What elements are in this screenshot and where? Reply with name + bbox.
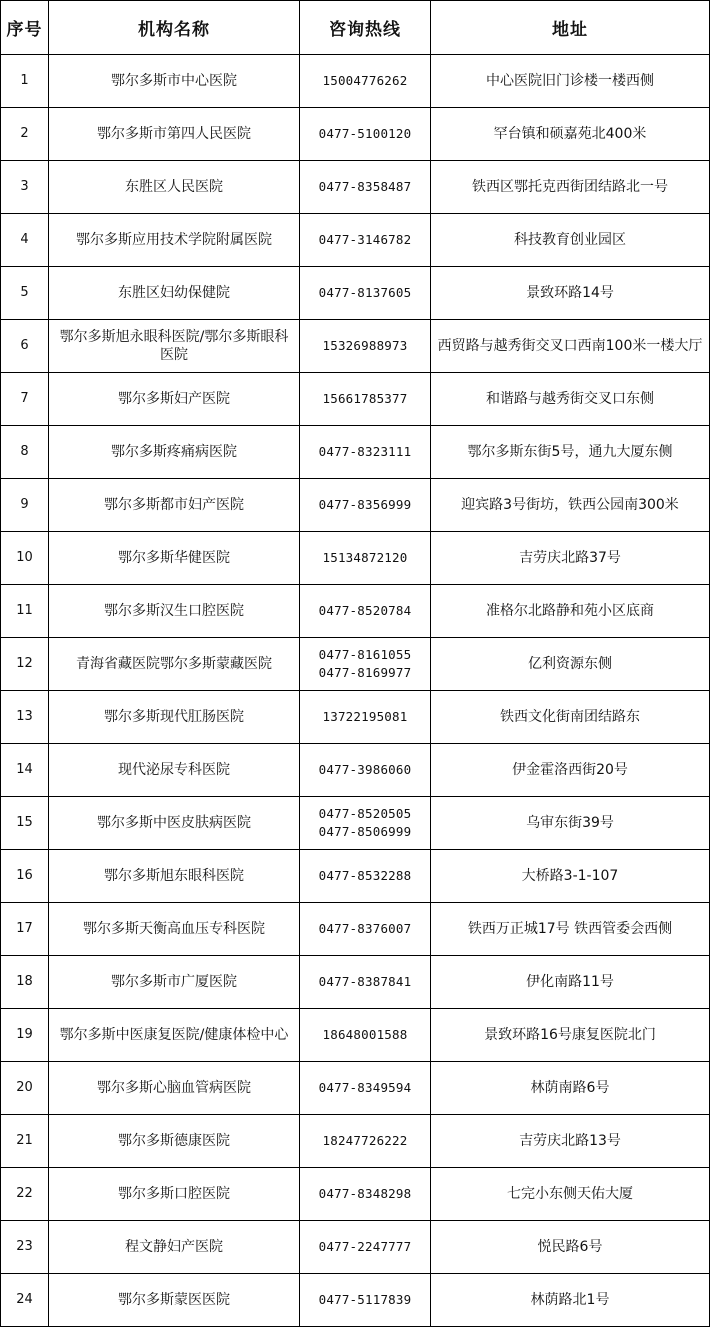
address: 铁西万正城17号 铁西管委会西侧	[431, 903, 710, 956]
institution-name: 鄂尔多斯疼痛病医院	[49, 426, 300, 479]
table-row	[1, 691, 710, 744]
hotline-number: 0477-3986060	[318, 762, 412, 777]
institution-name: 鄂尔多斯华健医院	[49, 532, 300, 585]
institution-name: 鄂尔多斯心脑血管病医院	[49, 1062, 300, 1115]
table-row	[1, 1009, 710, 1062]
hotline-number: 15004776262	[322, 73, 408, 88]
table-row	[1, 161, 710, 214]
address: 大桥路3-1-107	[431, 850, 710, 903]
row-number: 18	[1, 956, 49, 1009]
row-number: 22	[1, 1168, 49, 1221]
hotline-number: 0477-8161055	[318, 647, 412, 662]
institution-name: 鄂尔多斯都市妇产医院	[49, 479, 300, 532]
table-row	[1, 585, 710, 638]
address: 景致环路16号康复医院北门	[431, 1009, 710, 1062]
table-row	[1, 267, 710, 320]
hotline-number: 0477-8387841	[318, 974, 412, 989]
hotline-number: 0477-8376007	[318, 921, 412, 936]
hotline-number: 0477-8349594	[318, 1080, 412, 1095]
address: 吉劳庆北路37号	[431, 532, 710, 585]
row-number: 13	[1, 691, 49, 744]
hotline-cell	[300, 532, 431, 585]
address: 鄂尔多斯东街5号，通九大厦东侧	[431, 426, 710, 479]
address: 伊金霍洛西街20号	[431, 744, 710, 797]
institution-name: 程文静妇产医院	[49, 1221, 300, 1274]
row-number: 21	[1, 1115, 49, 1168]
row-number: 12	[1, 638, 49, 691]
institution-name: 鄂尔多斯汉生口腔医院	[49, 585, 300, 638]
row-number: 23	[1, 1221, 49, 1274]
address: 林荫路北1号	[431, 1274, 710, 1327]
institution-name: 鄂尔多斯市广厦医院	[49, 956, 300, 1009]
hotline-cell	[300, 1168, 431, 1221]
hotline-cell	[300, 426, 431, 479]
row-number: 6	[1, 320, 49, 373]
hotline-number: 18247726222	[322, 1133, 408, 1148]
institution-name: 东胜区人民医院	[49, 161, 300, 214]
row-number: 16	[1, 850, 49, 903]
header-phone: 咨询热线	[300, 1, 431, 55]
table-row	[1, 55, 710, 108]
institution-name: 青海省藏医院鄂尔多斯蒙藏医院	[49, 638, 300, 691]
address: 亿利资源东侧	[431, 638, 710, 691]
hotline-number: 15661785377	[322, 391, 408, 406]
table-row	[1, 744, 710, 797]
table-row	[1, 108, 710, 161]
hotline-cell	[300, 161, 431, 214]
hotline-number: 0477-5117839	[318, 1292, 412, 1307]
row-number: 20	[1, 1062, 49, 1115]
hotline-cell	[300, 797, 431, 850]
hotline-cell	[300, 214, 431, 267]
table-row	[1, 956, 710, 1009]
address: 吉劳庆北路13号	[431, 1115, 710, 1168]
table-row	[1, 1168, 710, 1221]
institution-name: 鄂尔多斯市第四人民医院	[49, 108, 300, 161]
hotline-cell	[300, 1115, 431, 1168]
row-number: 19	[1, 1009, 49, 1062]
row-number: 15	[1, 797, 49, 850]
table-row	[1, 1062, 710, 1115]
hotline-number: 15326988973	[322, 338, 408, 353]
hotline-number: 0477-8358487	[318, 179, 412, 194]
hotline-cell	[300, 267, 431, 320]
header-address: 地址	[431, 1, 710, 55]
header-row	[1, 1, 710, 55]
hotline-cell	[300, 1009, 431, 1062]
table-row	[1, 1115, 710, 1168]
address: 西贸路与越秀街交叉口西南100米一楼大厅	[431, 320, 710, 373]
hotline-number: 0477-8520505	[318, 806, 412, 821]
table-row	[1, 903, 710, 956]
hotline-number: 0477-8348298	[318, 1186, 412, 1201]
institution-name: 鄂尔多斯中医康复医院/健康体检中心	[49, 1009, 300, 1062]
hotline-number: 0477-8137605	[318, 285, 412, 300]
table-row	[1, 638, 710, 691]
table-row	[1, 797, 710, 850]
hotline-cell	[300, 108, 431, 161]
row-number: 11	[1, 585, 49, 638]
institution-name: 鄂尔多斯市中心医院	[49, 55, 300, 108]
hotline-number: 0477-8506999	[318, 824, 412, 839]
address: 罕台镇和硕嘉苑北400米	[431, 108, 710, 161]
institution-name: 鄂尔多斯天衡高血压专科医院	[49, 903, 300, 956]
table-row	[1, 479, 710, 532]
hotline-cell	[300, 55, 431, 108]
hotline-number: 0477-8323111	[318, 444, 412, 459]
hotline-cell	[300, 903, 431, 956]
hotline-cell	[300, 691, 431, 744]
hotline-cell	[300, 1221, 431, 1274]
institution-name: 鄂尔多斯现代肛肠医院	[49, 691, 300, 744]
hotline-number: 15134872120	[322, 550, 408, 565]
table-row	[1, 426, 710, 479]
hotline-cell	[300, 956, 431, 1009]
row-number: 24	[1, 1274, 49, 1327]
hotline-number: 0477-8532288	[318, 868, 412, 883]
row-number: 14	[1, 744, 49, 797]
hotline-cell	[300, 850, 431, 903]
row-number: 5	[1, 267, 49, 320]
table-row	[1, 373, 710, 426]
row-number: 17	[1, 903, 49, 956]
table-row	[1, 850, 710, 903]
address: 林荫南路6号	[431, 1062, 710, 1115]
hotline-number: 0477-8520784	[318, 603, 412, 618]
table-row	[1, 532, 710, 585]
row-number: 9	[1, 479, 49, 532]
address: 准格尔北路静和苑小区底商	[431, 585, 710, 638]
institution-name: 鄂尔多斯旭永眼科医院/鄂尔多斯眼科医院	[49, 320, 300, 373]
hotline-number: 0477-8169977	[318, 665, 412, 680]
institution-name: 鄂尔多斯德康医院	[49, 1115, 300, 1168]
table-row	[1, 1274, 710, 1327]
row-number: 3	[1, 161, 49, 214]
address: 乌审东街39号	[431, 797, 710, 850]
institution-name: 鄂尔多斯旭东眼科医院	[49, 850, 300, 903]
address: 铁西区鄂托克西街团结路北一号	[431, 161, 710, 214]
table-row	[1, 320, 710, 373]
hotline-cell	[300, 744, 431, 797]
table-row	[1, 1221, 710, 1274]
address: 和谐路与越秀街交叉口东侧	[431, 373, 710, 426]
hotline-cell	[300, 585, 431, 638]
institution-name: 鄂尔多斯蒙医医院	[49, 1274, 300, 1327]
hotline-cell	[300, 373, 431, 426]
address: 铁西文化街南团结路东	[431, 691, 710, 744]
address: 中心医院旧门诊楼一楼西侧	[431, 55, 710, 108]
address: 科技教育创业园区	[431, 214, 710, 267]
institution-name: 东胜区妇幼保健院	[49, 267, 300, 320]
hotline-cell	[300, 1274, 431, 1327]
hotline-number: 0477-2247777	[318, 1239, 412, 1254]
hotline-cell	[300, 638, 431, 691]
hotline-cell	[300, 1062, 431, 1115]
row-number: 2	[1, 108, 49, 161]
row-number: 1	[1, 55, 49, 108]
hotline-number: 18648001588	[322, 1027, 408, 1042]
hotline-number: 13722195081	[322, 709, 408, 724]
address: 悦民路6号	[431, 1221, 710, 1274]
header-name: 机构名称	[49, 1, 300, 55]
hotline-cell	[300, 479, 431, 532]
table-body	[1, 55, 710, 1327]
row-number: 4	[1, 214, 49, 267]
institution-name: 现代泌尿专科医院	[49, 744, 300, 797]
row-number: 7	[1, 373, 49, 426]
address: 七完小东侧天佑大厦	[431, 1168, 710, 1221]
hotline-number: 0477-5100120	[318, 126, 412, 141]
institution-name: 鄂尔多斯应用技术学院附属医院	[49, 214, 300, 267]
header-no: 序号	[1, 1, 49, 55]
address: 伊化南路11号	[431, 956, 710, 1009]
table-row	[1, 214, 710, 267]
institution-name: 鄂尔多斯口腔医院	[49, 1168, 300, 1221]
address: 景致环路14号	[431, 267, 710, 320]
address: 迎宾路3号街坊，铁西公园南300米	[431, 479, 710, 532]
institution-name: 鄂尔多斯中医皮肤病医院	[49, 797, 300, 850]
hotline-cell	[300, 320, 431, 373]
institution-name: 鄂尔多斯妇产医院	[49, 373, 300, 426]
row-number: 8	[1, 426, 49, 479]
hotline-number: 0477-8356999	[318, 497, 412, 512]
hotline-number: 0477-3146782	[318, 232, 412, 247]
row-number: 10	[1, 532, 49, 585]
